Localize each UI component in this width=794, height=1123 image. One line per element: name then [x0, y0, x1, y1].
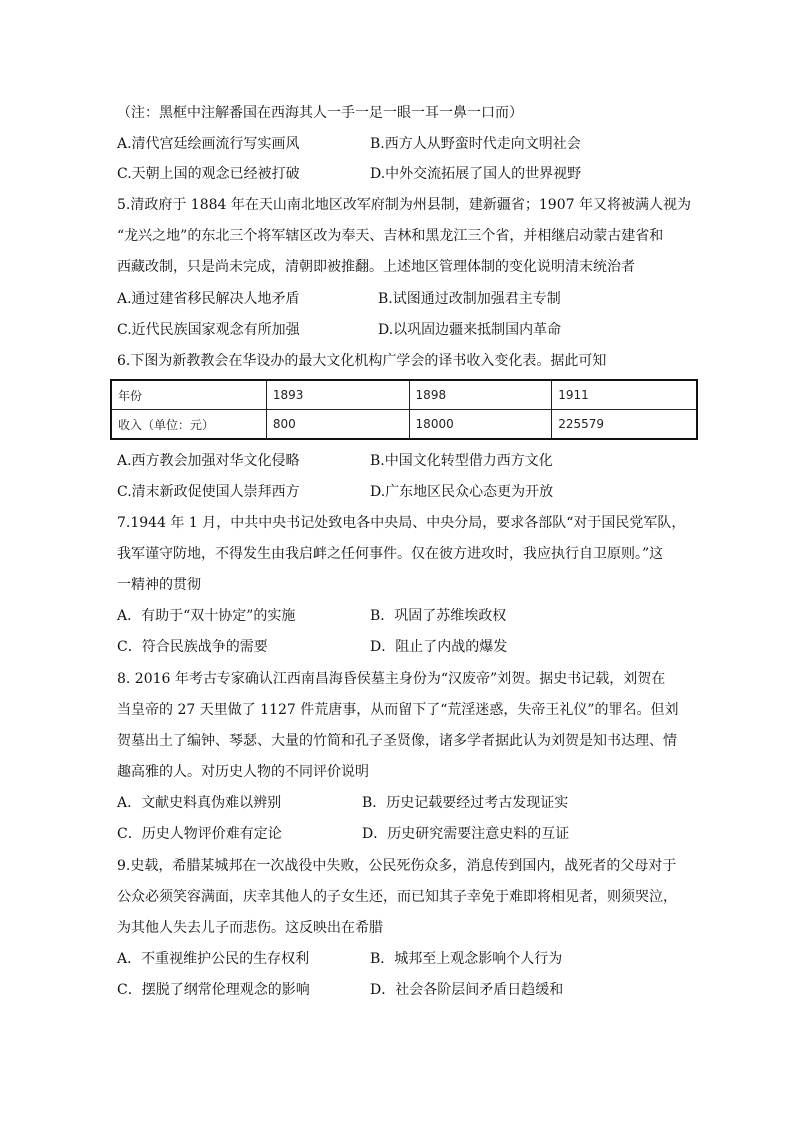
q8-stem-line-4: 趣高雅的人。对历史人物的不同评价说明	[117, 764, 369, 780]
table-cell: 800	[266, 410, 409, 440]
q7-stem-line-1: 7.1944 年 1 月，中共中央书记处致电各中央局、中央分局，要求各部队“对于国民党军队，	[117, 515, 686, 531]
table-cell: 225579	[552, 410, 697, 440]
q4-option-a: A.清代宫廷绘画流行写实画风	[117, 136, 300, 152]
q7-stem-line-2: 我军谨守防地，不得发生由我启衅之任何事件。仅在彼方进攻时，我应执行自卫原则。”这	[117, 546, 664, 562]
q6-option-c: C.清末新政促使国人崇拜西方	[117, 484, 300, 500]
q4-option-b: B.西方人从野蛮时代走向文明社会	[370, 136, 581, 152]
q4-option-d: D.中外交流拓展了国人的世界视野	[370, 166, 582, 182]
table-cell: 年份	[111, 380, 266, 410]
q8-stem-line-3: 贺墓出土了编钟、琴瑟、大量的竹简和孔子圣贤像，诸多学者据此认为刘贺是知书达理、情	[117, 733, 677, 749]
q5-stem-line-1: 5.清政府于 1884 年在天山南北地区改军府制为州县制，建新疆省；1907 年又将被满人视为	[117, 197, 691, 213]
table-cell: 收入（单位：元）	[111, 410, 266, 440]
q7-stem-line-3: 一精神的贯彻	[117, 577, 201, 593]
q5-option-b: B.试图通过改制加强君主专制	[378, 291, 561, 307]
q5-stem-line-2: “龙兴之地”的东北三个将军辖区改为奉天、吉林和黑龙江三个省，并相继启动蒙古建省和	[117, 228, 664, 244]
table-cell: 1911	[552, 380, 697, 410]
q9-stem-line-3: 为其他人失去儿子而悲伤。这反映出在希腊	[117, 920, 383, 936]
table-row	[111, 410, 697, 440]
q8-option-d: D．历史研究需要注意史料的互证	[362, 826, 570, 842]
q5-option-a: A.通过建省移民解决人地矛盾	[117, 291, 300, 307]
table-cell: 1893	[266, 380, 409, 410]
q6-option-d: D.广东地区民众心态更为开放	[370, 484, 554, 500]
q7-option-c: C．符合民族战争的需要	[117, 639, 268, 655]
q9-stem-line-1: 9.史载，希腊某城邦在一次战役中失败，公民死伤众多，消息传到国内，战死者的父母对于	[117, 858, 677, 874]
q8-stem-line-2: 当皇帝的 27 天里做了 1127 件荒唐事，从而留下了“荒淫迷惑，失帝王礼仪”的罪名。但刘	[117, 702, 679, 718]
q6-option-b: B.中国文化转型借力西方文化	[370, 453, 553, 469]
q5-stem-line-3: 西藏改制，只是尚未完成，清朝即被推翻。上述地区管理体制的变化说明清末统治者	[117, 259, 635, 275]
q7-option-a: A．有助于“双十协定”的实施	[117, 608, 296, 624]
q8-option-b: B．历史记载要经过考古发现证实	[362, 795, 569, 811]
q9-stem-line-2: 公众必须笑容满面，庆幸其他人的子女生还，而已知其子幸免于难即将相见者，则须哭泣，	[117, 889, 677, 905]
q5-option-d: D.以巩固边疆来抵制国内革命	[378, 322, 562, 338]
q8-option-c: C．历史人物评价难有定论	[117, 826, 282, 842]
table-cell: 1898	[409, 380, 552, 410]
q8-stem-line-1: 8. 2016 年考古专家确认江西南昌海昏侯墓主身份为“汉废帝”刘贺。据史书记载，刘贺在	[117, 671, 666, 687]
q9-option-d: D．社会各阶层间矛盾日趋缓和	[370, 982, 564, 998]
q6-option-a: A.西方教会加强对华文化侵略	[117, 453, 300, 469]
income-table	[110, 379, 698, 440]
q5-option-c: C.近代民族国家观念有所加强	[117, 322, 300, 338]
note-line: （注：黑框中注解番国在西海其人一手一足一眼一耳一鼻一口而）	[117, 105, 523, 121]
q7-option-b: B．巩固了苏维埃政权	[370, 608, 507, 624]
q9-option-a: A．不重视维护公民的生存权利	[117, 951, 310, 967]
table-row	[111, 380, 697, 410]
q4-option-c: C.天朝上国的观念已经被打破	[117, 166, 300, 182]
q7-option-d: D．阻止了内战的爆发	[370, 639, 508, 655]
q8-option-a: A．文献史料真伪难以辨别	[117, 795, 282, 811]
q6-stem: 6.下图为新教教会在华设办的最大文化机构广学会的译书收入变化表。据此可知	[117, 353, 607, 369]
table-cell: 18000	[409, 410, 552, 440]
q9-option-b: B．城邦至上观念影响个人行为	[370, 951, 563, 967]
q9-option-c: C．摆脱了纲常伦理观念的影响	[117, 982, 310, 998]
